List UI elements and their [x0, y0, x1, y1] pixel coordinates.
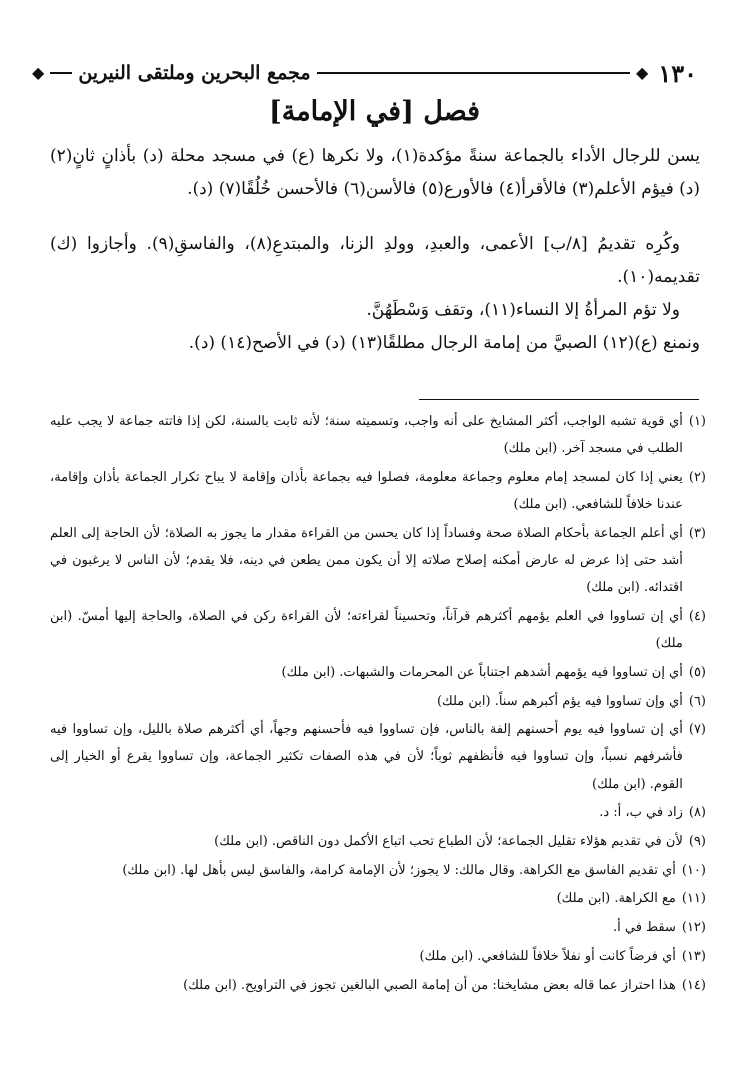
footnote-number: (٤)	[688, 608, 706, 624]
footnote-text: أي وإن تساووا فيه يؤم أكبرهم سناً. (ابن ملك)	[436, 693, 683, 709]
footnote-number: (١٠)	[681, 862, 706, 878]
footnote	[50, 914, 706, 941]
footnote-separator	[419, 399, 699, 400]
footnote-number: (١٢)	[681, 920, 706, 936]
main-paragraph: ولا تؤم المرأةُ إلا النساء(١١)، وتقف وَسْطَهُنَّ.	[366, 300, 680, 320]
running-header	[32, 58, 697, 88]
footnote	[50, 799, 706, 826]
main-text	[50, 140, 700, 360]
footnote	[50, 659, 706, 686]
footnote-text: سقط في أ.	[613, 920, 676, 936]
footnote	[50, 408, 706, 462]
footnote-text: أي إن تساووا فيه يؤمهم أشدهم اجتناباً عن المحرمات والشبهات. (ابن ملك)	[281, 664, 683, 680]
footnote-number: (١)	[688, 414, 706, 429]
footnote-text: أي أعلم الجماعة بأحكام الصلاة صحة وفساداً إذا كان يحسن من القراءة مقدار ما يجوز به الصلاة؛ لأن الحاجة إلى العلم أشد حتى إذا عرض له عارض أمكنه إصلاح صلاته إلا أن يكون ممن يطعن في دينه، فلا يقدم؛ لأن الناس لا يرغبون في اقتدائه. (ابن ملك)	[50, 525, 683, 596]
header-rule	[50, 72, 72, 74]
footnote	[50, 857, 706, 884]
footnote	[50, 520, 706, 602]
footnote-number: (٦)	[688, 693, 706, 709]
footnote-number: (٣)	[688, 525, 706, 541]
footnotes	[50, 408, 706, 1000]
footnote-text: مع الكراهة. (ابن ملك)	[556, 891, 676, 907]
footnote	[50, 688, 706, 715]
chapter-title: فصل [في الإمامة]	[268, 96, 481, 127]
diamond-ornament-icon: ◆	[32, 63, 45, 82]
footnote-text: لأن في تقديم هؤلاء تقليل الجماعة؛ لأن الطباع تحب اتباع الأكمل دون الناقص. (ابن ملك)	[214, 834, 683, 850]
footnote-text: أي تقديم الفاسق مع الكراهة. وقال مالك: لا يجوز؛ لأن الإمامة كرامة، والفاسق ليس بأهل لها. (ابن ملك)	[122, 862, 676, 878]
main-paragraph: يسن للرجال الأداء بالجماعة سنةً مؤكدة(١)، ولا نكرها (ع) في مسجد محلة (د) بأذانٍ ثانٍ(٢) (د) فيؤم الأعلم(٣) فالأقرأ(٤) فالأورع(٥) فالأسن(٦) فالأحسن خُلُقًا(٧) (د).	[50, 146, 700, 199]
footnote-text: أي إن تساووا فيه يوم أحسنهم إلفة بالناس، فإن تساووا فيه فأحسنهم وجهاً، أي أكثرهم صلاة بالليل، وإن تساووا فيه فأشرفهم نسباً، وإن تساووا فيه فأنظفهم ثوباً؛ لأن في هذه الصفات تكثير الجماعة، وإن تساووا يقرع أو الخيار إلى القوم. (ابن ملك)	[50, 722, 683, 792]
footnote	[50, 885, 706, 912]
book-title: مجمع البحرين وملتقى النيرين	[78, 62, 311, 84]
header-rule	[317, 72, 630, 74]
footnote-number: (٩)	[688, 834, 706, 850]
footnote-text: أي قوية تشبه الواجب، أكثر المشايخ على أنه واجب، وتسميته سنة؛ لأنه ثابت بالسنة، لكن إذا فاتته جماعة لا يجب عليه الطلب في مسجد آخر. (ابن ملك)	[50, 414, 683, 457]
footnote-number: (١١)	[681, 891, 706, 907]
footnote-text: يعني إذا كان لمسجد إمام معلوم وجماعة معلومة، فصلوا فيه بجماعة بأذان وإقامة لا يباح تكرار الجماعة بأذان وإقامة، عندنا خلافاً للشافعي. (ابن ملك)	[50, 469, 683, 513]
footnote	[50, 972, 706, 999]
footnote-text: هذا احتراز عما قاله بعض مشايخنا: من أن إمامة الصبي البالغين تجوز في التراويح. (ابن ملك)	[183, 977, 676, 993]
main-paragraph: وكُرِه تقديمُ [٨/ب] الأعمى، والعبدِ، وولدِ الزنا، والمبتدعِ(٨)، والفاسقِ(٩). وأجازوا (ك) تقديمه(١٠).	[50, 234, 700, 287]
footnote-text: أي إن تساووا في العلم يؤمهم أكثرهم قرآناً، وتحسيناً لقراءته؛ لأن القراءة ركن في الصلاة، والحاجة إليها أمسّ. (ابن ملك)	[50, 608, 683, 652]
footnote-number: (١٣)	[681, 948, 706, 964]
footnote-text: أي فرضاً كانت أو نفلاً خلافاً للشافعي. (ابن ملك)	[419, 948, 676, 964]
footnote-number: (٥)	[688, 664, 706, 680]
footnote-text: زاد في ب، أ: د.	[599, 805, 683, 821]
footnote-number: (٨)	[688, 805, 706, 821]
main-paragraph: ونمنع (ع)(١٢) الصبيَّ من إمامة الرجال مطلقًا(١٣) (د) في الأصح(١٤) (د).	[188, 333, 700, 353]
footnote-number: (١٤)	[681, 977, 706, 993]
footnote	[50, 464, 706, 518]
footnote	[50, 716, 706, 798]
footnote	[50, 828, 706, 855]
diamond-ornament-icon: ◆	[636, 63, 649, 82]
footnote-number: (٧)	[688, 722, 706, 738]
page-number: ١٣٠	[658, 58, 697, 88]
footnote	[50, 943, 706, 970]
footnote-number: (٢)	[688, 469, 706, 485]
footnote	[50, 603, 706, 657]
